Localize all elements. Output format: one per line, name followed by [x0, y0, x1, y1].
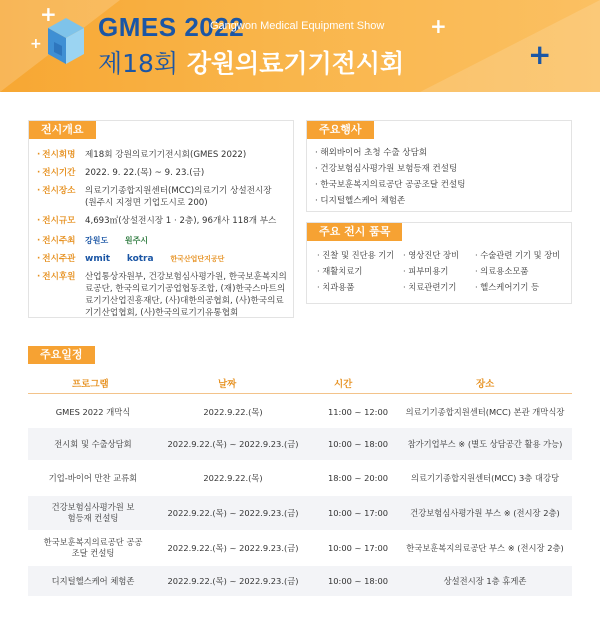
overview-heading: 전시개요 — [29, 121, 96, 139]
column-header-date: 날짜 — [218, 379, 237, 390]
overview-panel: 전시개요 · 전시회명 제18회 강원의료기기전시회(GMES 2022) · 전시기간 2022. 9. 22.(목) ~ 9. 23.(금) · 전시장소 의료기기종합지원센터(MCC)의료기기 상설전시장 (원주시 지정면 기업도시로 200) · 전시규모 4,693㎡(상설전시장 1 · 2층), 96개사 118개 부스 · 전시주최 강원도 원주시 · 전시주관 wmit kotra 한국산업단지공단 · 전시후원 산업통상자원부, 건강보험심사평가원, 한국보훈복지의료공단, 한국의료기기공업협동조합, (재)한국스마트의료기기산업진흥재단, (사)대한의공협회, (사)한국의료기기산업협회, (사)한국의료기기유통협회 — [28, 120, 294, 318]
category-item: · 치료관련기기 — [403, 281, 456, 293]
category-item: · 수술관련 기기 및 장비 — [475, 249, 560, 261]
host-logo-gangwon: 강원도 — [85, 236, 109, 245]
category-item: · 재활치료기 — [317, 265, 362, 277]
events-panel — [306, 120, 572, 212]
schedule-heading: 주요일정 — [28, 346, 95, 364]
plus-icon: + — [430, 14, 447, 38]
banner-decoration — [420, 0, 600, 92]
category-item: · 피부미용기 — [403, 265, 448, 277]
plus-icon: + — [30, 36, 42, 52]
events-heading: 주요행사 — [307, 121, 374, 139]
organizer-logo-kicox: 한국산업단지공단 — [170, 255, 225, 263]
events-list — [307, 145, 571, 209]
header-banner — [0, 0, 600, 92]
schedule-header-row — [28, 376, 572, 394]
category-item: · 진찰 및 진단용 기기 — [317, 249, 394, 261]
event-brand: GMES 2022 — [98, 12, 245, 42]
column-header-time: 시간 — [334, 379, 353, 390]
organizer-logo-kotra: kotra — [126, 254, 154, 264]
organizer-logo-wmit: wmit — [85, 254, 111, 264]
host-logo-wonju: 원주시 — [124, 236, 149, 245]
table-row: 기업-바이어 만찬 교류회 2022.9.22.(목) 18:00 ~ 20:00 의료기기종합지원센터(MCC) 3층 대강당 — [48, 473, 559, 483]
event-item: · 건강보험심사평가원 보험등재 컨설팅 — [307, 161, 571, 177]
table-row: 건강보험심사평가원 보험등재 컨설팅 2022.9.22.(목) ~ 2022.9.23.(금) 10:00 ~ 17:00 건강보험심사평가원 부스 ※ (전시장 2층) — [28, 496, 572, 530]
plus-icon: + — [528, 38, 552, 71]
event-subtitle: Gangwon Medical Equipment Show — [210, 20, 385, 32]
category-item: · 의료용소모품 — [475, 265, 528, 277]
category-item: · 헬스케어기기 등 — [475, 281, 539, 293]
column-header-program: 프로그램 — [72, 379, 109, 390]
categories-panel — [306, 222, 572, 304]
table-row: GMES 2022 개막식 2022.9.22.(목) 11:00 ~ 12:00 의료기기종합지원센터(MCC) 본관 개막식장 — [55, 407, 565, 417]
category-item: · 영상진단 장비 — [403, 249, 459, 261]
page-title: 제18회 강원의료기기전시회 — [98, 49, 405, 78]
plus-icon: + — [40, 2, 57, 26]
categories-heading: 주요 전시 품목 — [307, 223, 402, 241]
event-item: · 해외바이어 초청 수출 상담회 — [307, 145, 571, 161]
table-row: 한국보훈복지의료공단 공공조달 컨설팅 2022.9.22.(목) ~ 2022.9.23.(금) 10:00 ~ 17:00 한국보훈복지의료공단 부스 ※ (전시장 2층) — [43, 537, 564, 558]
event-item: · 디지털헬스케어 체험존 — [307, 193, 571, 209]
table-row: 전시회 및 수출상담회 2022.9.22.(목) ~ 2022.9.23.(금) 10:00 ~ 18:00 참가기업부스 ※ (별도 상담공간 활용 가능) — [28, 428, 572, 460]
table-row: 디지털헬스케어 체험존 2022.9.22.(목) ~ 2022.9.23.(금) 10:00 ~ 18:00 상설전시장 1층 휴게존 — [28, 566, 572, 596]
category-item: · 치과용품 — [317, 281, 354, 293]
column-header-place: 장소 — [476, 379, 495, 390]
event-item: · 한국보훈복지의료공단 공공조달 컨설팅 — [307, 177, 571, 193]
